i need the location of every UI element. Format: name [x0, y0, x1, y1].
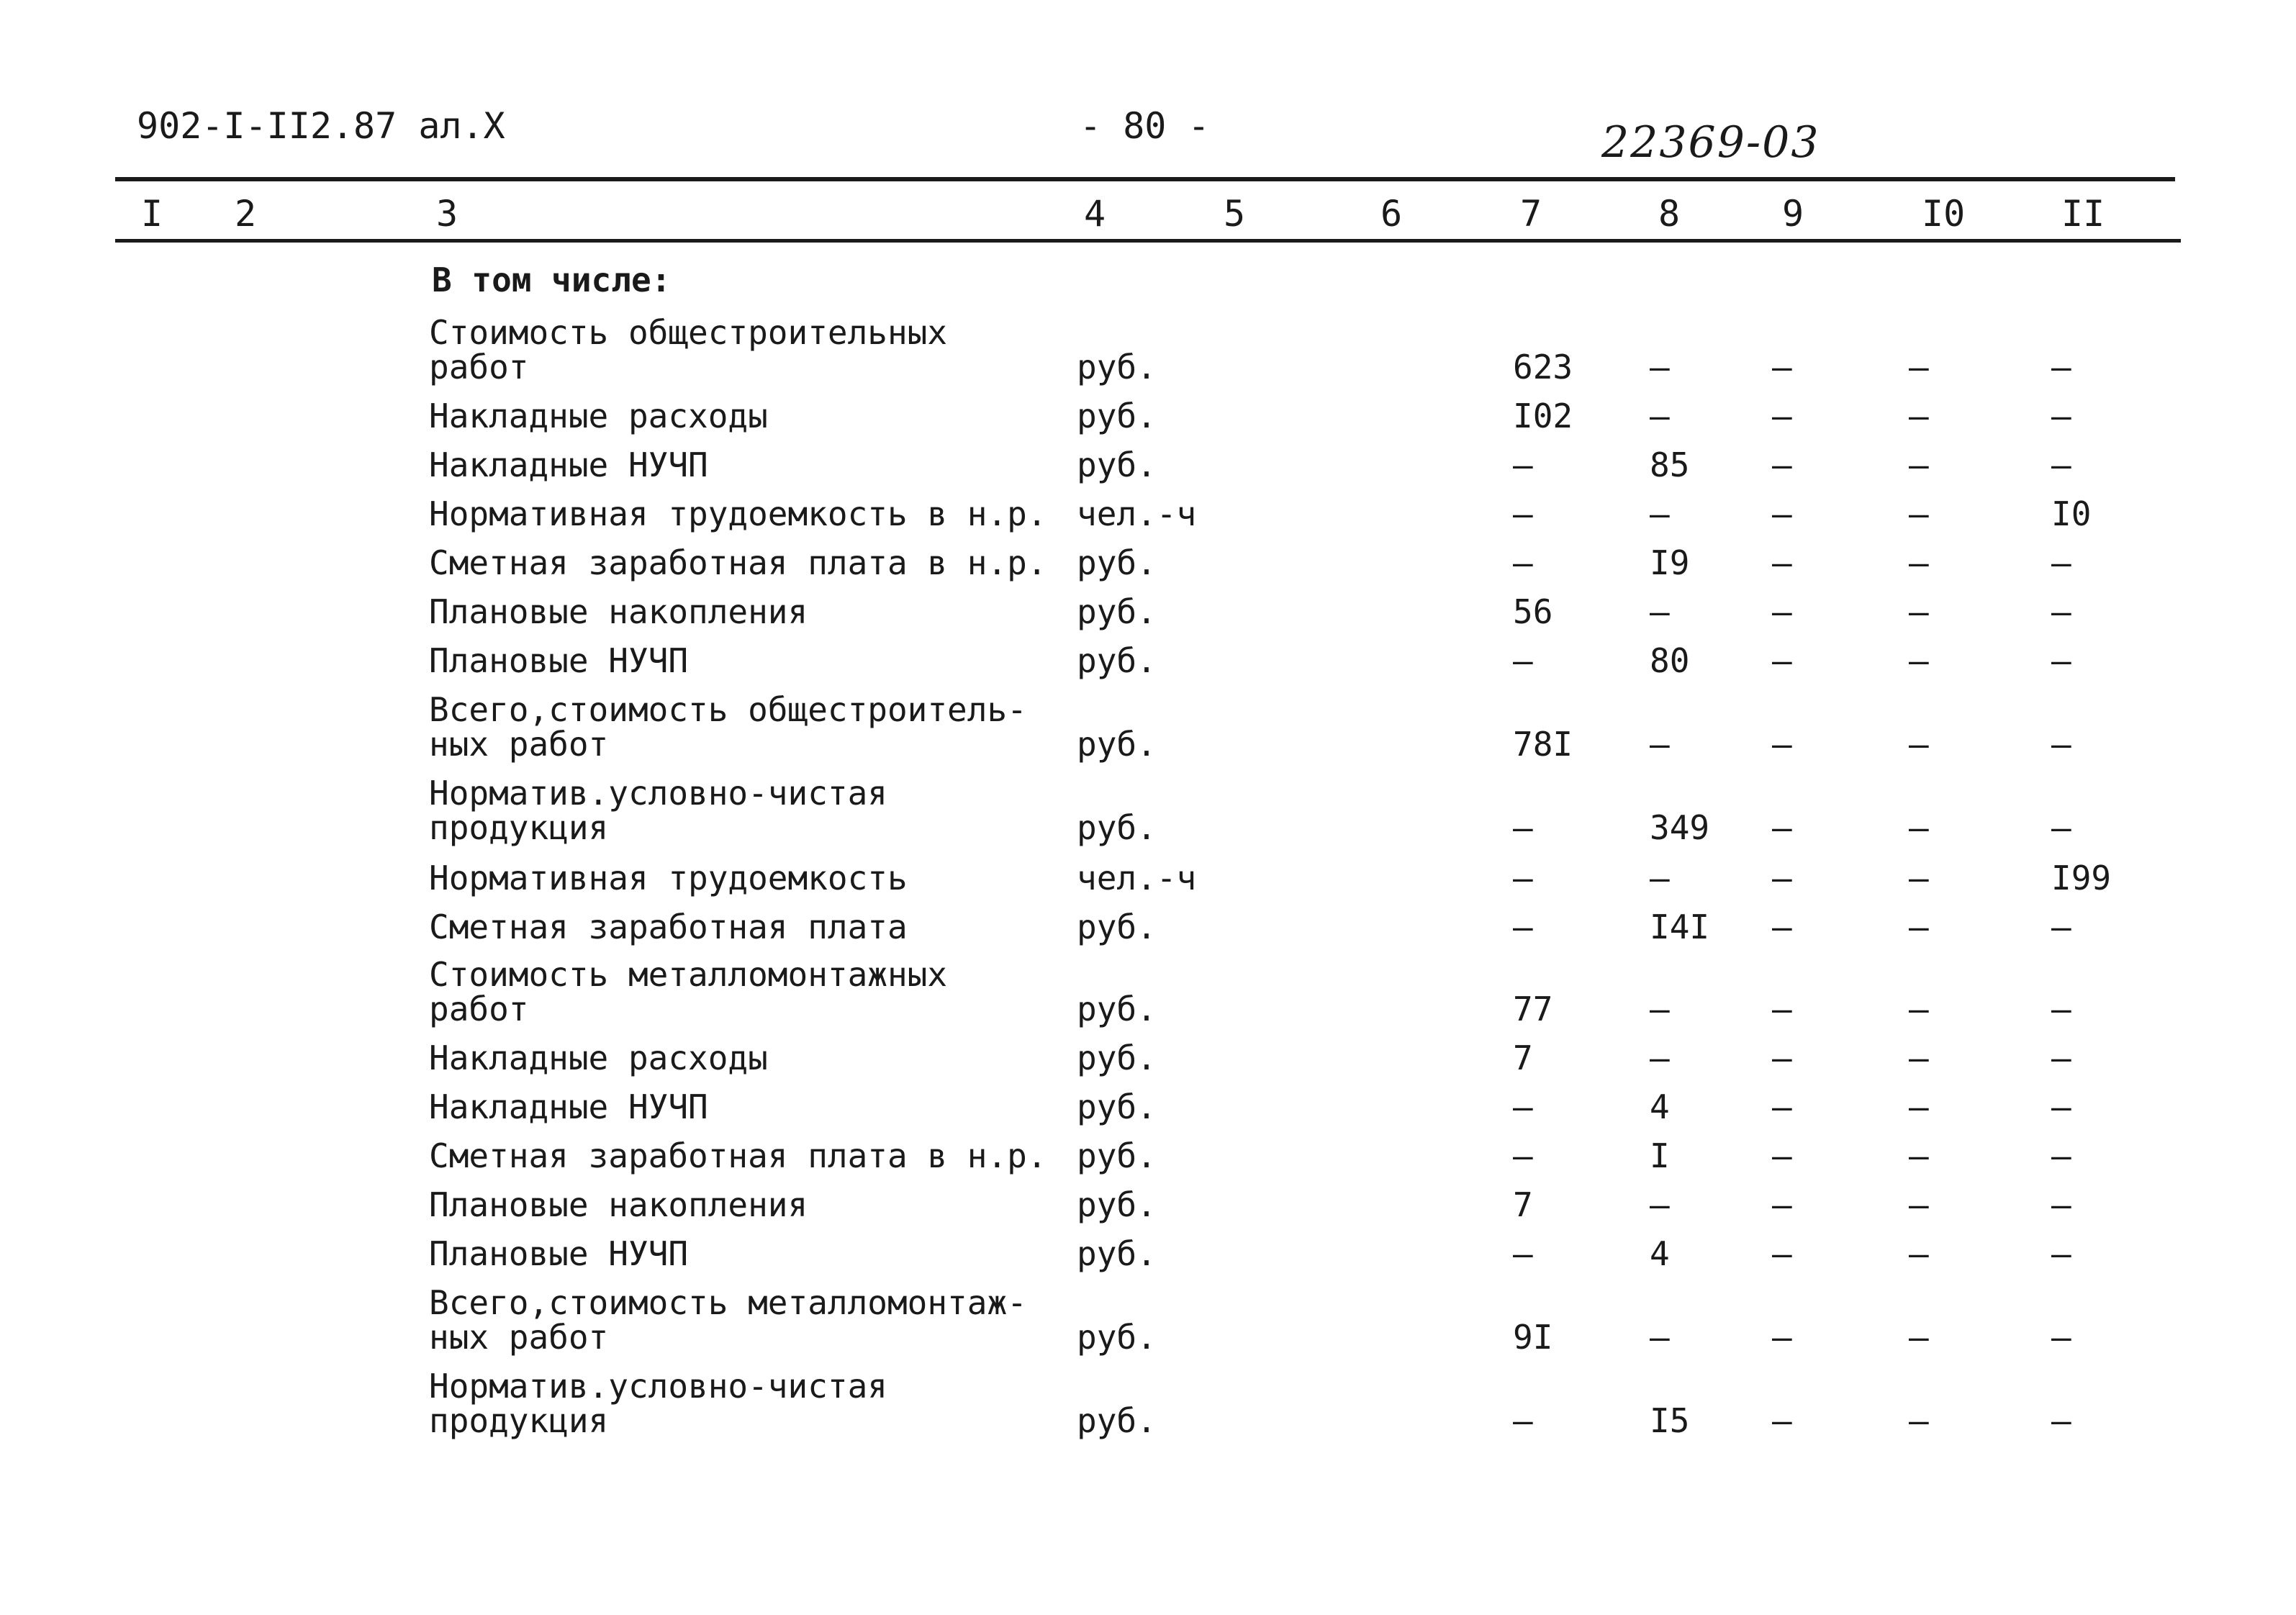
row-unit: руб.: [1077, 1185, 1157, 1224]
cell-col-10: –: [1909, 397, 1929, 435]
cell-col-7: 623: [1513, 348, 1573, 386]
cell-col-9: –: [1772, 348, 1792, 386]
cell-col-8: I: [1650, 1136, 1670, 1175]
row-unit: руб.: [1077, 543, 1157, 582]
cell-col-8: 349: [1650, 808, 1710, 847]
cell-col-8: 4: [1650, 1234, 1670, 1273]
cell-col-10: –: [1909, 348, 1929, 386]
table-row: [0, 1041, 2296, 1075]
row-unit: руб.: [1077, 348, 1157, 386]
cell-col-11: –: [2051, 1136, 2071, 1175]
cell-col-10: –: [1909, 1401, 1929, 1440]
cell-col-11: –: [2051, 990, 2071, 1028]
row-description: Стоимость металломонтажных работ: [429, 955, 948, 1028]
row-description: Сметная заработная плата в н.р.: [429, 1136, 1047, 1175]
cell-col-10: –: [1909, 1136, 1929, 1175]
cell-col-9: –: [1772, 1185, 1792, 1224]
cell-col-11: –: [2051, 908, 2071, 946]
cell-col-8: –: [1650, 725, 1670, 764]
cell-col-11: –: [2051, 592, 2071, 631]
table-row: [0, 1185, 2296, 1224]
sheet-code: 22369-03: [1601, 117, 1820, 168]
cell-col-7: 9I: [1513, 1318, 1553, 1357]
cell-col-9: –: [1772, 1039, 1792, 1077]
row-unit: руб.: [1077, 1234, 1157, 1273]
cell-col-11: –: [2051, 1318, 2071, 1357]
section-title: В том числе:: [432, 261, 672, 299]
cell-col-8: 85: [1650, 445, 1690, 484]
cell-col-10: –: [1909, 592, 1929, 631]
cell-col-9: –: [1772, 1401, 1792, 1440]
table-row: [0, 445, 2296, 484]
cell-col-11: –: [2051, 348, 2071, 386]
table-row: [0, 1369, 2296, 1438]
row-unit: руб.: [1077, 397, 1157, 435]
cell-col-11: –: [2051, 397, 2071, 435]
header-rule-top: [115, 177, 2175, 181]
cell-col-9: –: [1772, 908, 1792, 946]
cell-col-8: 80: [1650, 641, 1690, 680]
row-description: Норматив.условно-чистая продукция: [429, 1367, 887, 1440]
row-description: Норматив.условно-чистая продукция: [429, 774, 887, 847]
cell-col-11: I99: [2051, 859, 2112, 897]
cell-col-9: –: [1772, 494, 1792, 533]
table-row: [0, 957, 2296, 1026]
cell-col-7: –: [1513, 494, 1533, 533]
table-row: [0, 776, 2296, 845]
cell-col-7: 78I: [1513, 725, 1573, 764]
cell-col-9: –: [1772, 592, 1792, 631]
cell-col-8: I4I: [1650, 908, 1710, 946]
column-number-7: 7: [1520, 193, 1542, 235]
cell-col-11: –: [2051, 1087, 2071, 1126]
table-row: [0, 910, 2296, 944]
cell-col-9: –: [1772, 1136, 1792, 1175]
cell-col-8: 4: [1650, 1087, 1670, 1126]
cell-col-10: –: [1909, 543, 1929, 582]
cell-col-8: –: [1650, 1318, 1670, 1357]
row-unit: руб.: [1077, 1039, 1157, 1077]
row-unit: руб.: [1077, 808, 1157, 847]
cell-col-10: –: [1909, 1185, 1929, 1224]
cell-col-10: –: [1909, 1087, 1929, 1126]
cell-col-10: –: [1909, 808, 1929, 847]
row-unit: чел.-ч: [1077, 859, 1197, 897]
cell-col-8: –: [1650, 494, 1670, 533]
document-code: 902-I-II2.87 ал.X: [137, 105, 505, 147]
row-unit: руб.: [1077, 445, 1157, 484]
row-unit: руб.: [1077, 1087, 1157, 1126]
cell-col-7: –: [1513, 859, 1533, 897]
cell-col-8: I5: [1650, 1401, 1690, 1440]
table-row: [0, 861, 2296, 895]
cell-col-11: –: [2051, 1185, 2071, 1224]
row-description: Плановые накопления: [429, 1185, 808, 1224]
cell-col-8: –: [1650, 990, 1670, 1028]
table-row: [0, 315, 2296, 384]
cell-col-10: –: [1909, 1234, 1929, 1273]
table-row: [0, 494, 2296, 533]
cell-col-8: –: [1650, 1039, 1670, 1077]
column-number-8: 8: [1658, 193, 1681, 235]
cell-col-7: 7: [1513, 1185, 1533, 1224]
row-description: Всего,стоимость общестроитель- ных работ: [429, 690, 1027, 764]
cell-col-8: –: [1650, 348, 1670, 386]
table-row: [0, 1236, 2296, 1271]
cell-col-7: 56: [1513, 592, 1553, 631]
cell-col-7: –: [1513, 445, 1533, 484]
cell-col-11: –: [2051, 641, 2071, 680]
cell-col-9: –: [1772, 990, 1792, 1028]
cell-col-11: I0: [2051, 494, 2092, 533]
cell-col-7: –: [1513, 808, 1533, 847]
cell-col-7: 77: [1513, 990, 1553, 1028]
row-description: Сметная заработная плата: [429, 908, 908, 946]
row-unit: руб.: [1077, 990, 1157, 1028]
cell-col-8: –: [1650, 397, 1670, 435]
row-description: Накладные НУЧП: [429, 1087, 708, 1126]
row-unit: руб.: [1077, 1401, 1157, 1440]
header-rule-bottom: [115, 239, 2181, 243]
row-description: Плановые НУЧП: [429, 641, 689, 680]
cell-col-9: –: [1772, 641, 1792, 680]
row-description: Всего,стоимость металломонтаж- ных работ: [429, 1283, 1027, 1357]
cell-col-11: –: [2051, 725, 2071, 764]
cell-col-10: –: [1909, 725, 1929, 764]
cell-col-11: –: [2051, 1039, 2071, 1077]
cell-col-7: –: [1513, 543, 1533, 582]
row-description: Накладные НУЧП: [429, 445, 708, 484]
cell-col-7: 7: [1513, 1039, 1533, 1077]
row-unit: руб.: [1077, 1318, 1157, 1357]
table-row: [0, 1136, 2296, 1175]
cell-col-11: –: [2051, 808, 2071, 847]
cell-col-8: –: [1650, 859, 1670, 897]
cell-col-8: –: [1650, 1185, 1670, 1224]
table-row: [0, 690, 2296, 764]
cell-col-9: –: [1772, 859, 1792, 897]
row-description: Стоимость общестроительных работ: [429, 313, 948, 386]
cell-col-11: –: [2051, 445, 2071, 484]
cell-col-8: –: [1650, 592, 1670, 631]
table-row: [0, 543, 2296, 582]
cell-col-9: –: [1772, 1234, 1792, 1273]
row-description: Накладные расходы: [429, 397, 768, 435]
column-number-6: 6: [1380, 193, 1403, 235]
cell-col-7: –: [1513, 1087, 1533, 1126]
cell-col-10: –: [1909, 494, 1929, 533]
cell-col-10: –: [1909, 990, 1929, 1028]
cell-col-7: –: [1513, 908, 1533, 946]
cell-col-9: –: [1772, 543, 1792, 582]
cell-col-7: –: [1513, 1401, 1533, 1440]
column-number-2: 2: [235, 193, 257, 235]
row-unit: руб.: [1077, 592, 1157, 631]
cell-col-10: –: [1909, 641, 1929, 680]
cell-col-9: –: [1772, 1318, 1792, 1357]
row-unit: чел.-ч: [1077, 494, 1197, 533]
cell-col-9: –: [1772, 725, 1792, 764]
cell-col-9: –: [1772, 1087, 1792, 1126]
cell-col-9: –: [1772, 808, 1792, 847]
row-unit: руб.: [1077, 725, 1157, 764]
cell-col-10: –: [1909, 908, 1929, 946]
cell-col-7: –: [1513, 641, 1533, 680]
table-row: [0, 643, 2296, 678]
row-description: Нормативная трудоемкость: [429, 859, 908, 897]
cell-col-7: –: [1513, 1136, 1533, 1175]
cell-col-7: I02: [1513, 397, 1573, 435]
page-number: - 80 -: [1080, 105, 1210, 147]
cell-col-11: –: [2051, 1234, 2071, 1273]
table-row: [0, 594, 2296, 629]
cell-col-7: –: [1513, 1234, 1533, 1273]
table-row: [0, 399, 2296, 433]
row-unit: руб.: [1077, 1136, 1157, 1175]
cell-col-8: I9: [1650, 543, 1690, 582]
column-number-9: 9: [1782, 193, 1804, 235]
cell-col-11: –: [2051, 543, 2071, 582]
row-unit: руб.: [1077, 908, 1157, 946]
column-number-1: I: [141, 193, 163, 235]
table-row: [0, 1087, 2296, 1126]
row-unit: руб.: [1077, 641, 1157, 680]
column-number-5: 5: [1224, 193, 1246, 235]
row-description: Нормативная трудоемкость в н.р.: [429, 494, 1047, 533]
cell-col-10: –: [1909, 859, 1929, 897]
row-description: Плановые НУЧП: [429, 1234, 689, 1273]
cell-col-11: –: [2051, 1401, 2071, 1440]
column-number-4: 4: [1084, 193, 1106, 235]
cell-col-9: –: [1772, 397, 1792, 435]
column-number-10: I0: [1922, 193, 1966, 235]
cell-col-10: –: [1909, 1039, 1929, 1077]
column-number-3: 3: [436, 193, 458, 235]
cell-col-9: –: [1772, 445, 1792, 484]
cell-col-10: –: [1909, 1318, 1929, 1357]
column-number-11: II: [2061, 193, 2105, 235]
cell-col-10: –: [1909, 445, 1929, 484]
row-description: Накладные расходы: [429, 1039, 768, 1077]
table-row: [0, 1283, 2296, 1357]
row-description: Плановые накопления: [429, 592, 808, 631]
row-description: Сметная заработная плата в н.р.: [429, 543, 1047, 582]
